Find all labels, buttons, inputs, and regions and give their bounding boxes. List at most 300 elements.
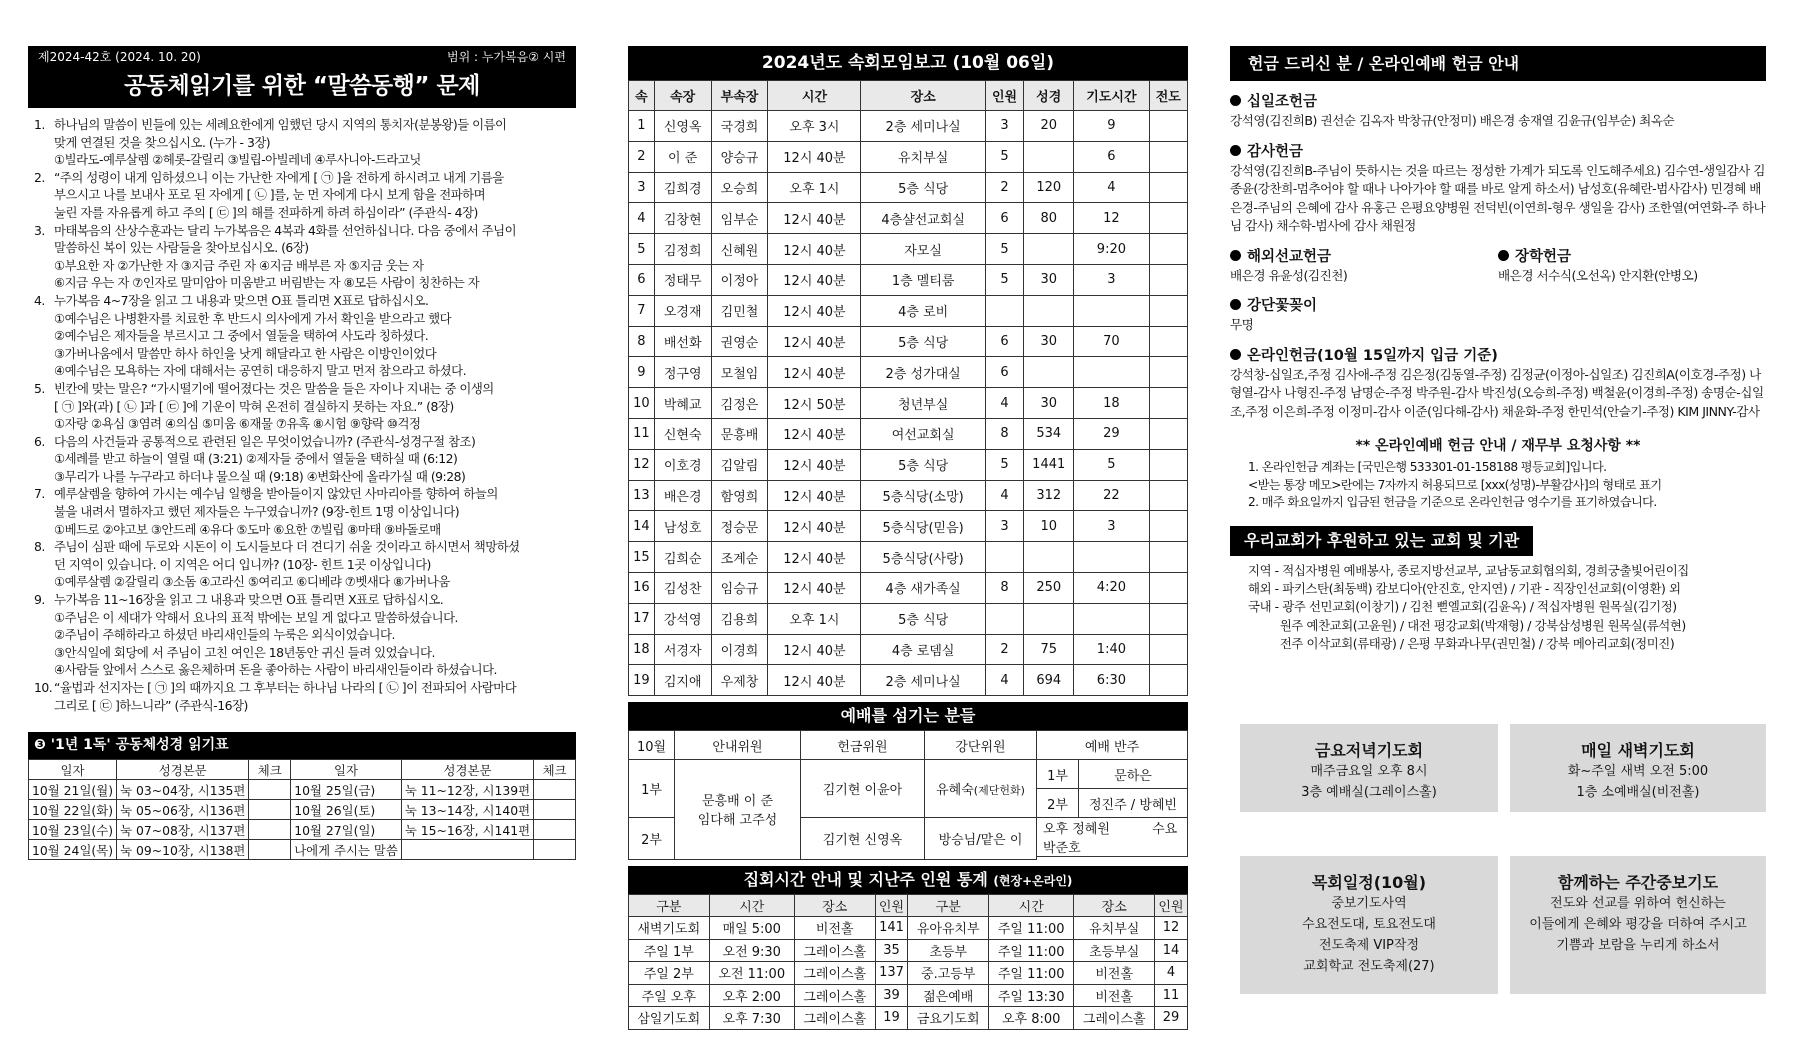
report-cell: 5 [985, 141, 1023, 172]
report-cell [1149, 572, 1187, 603]
report-cell: 3 [985, 111, 1023, 142]
report-cell: 8 [629, 326, 655, 357]
question-line: ④사람들 앞에서 스스로 옳은체하며 돈을 좋아하는 사람이 바리새인들이라 하셨습니다. [54, 662, 497, 678]
report-cell: 3 [1074, 511, 1149, 542]
question-line: ⑥지금 우는 자 ⑦인자로 말미암아 미움받고 버림받는 자 ⑧모든 사람이 칭찬하는 자 [54, 275, 480, 291]
stats-cell: 비전홀 [1074, 962, 1155, 985]
info-box-line: 수요전도대, 토요전도대 [1302, 917, 1436, 932]
question-number: 3. [34, 222, 45, 238]
schedule-header: 체크 [249, 760, 291, 780]
question-body [54, 538, 576, 591]
stats-cell: 137 [875, 962, 908, 985]
schedule-cell: 10월 27일(일) [291, 820, 402, 840]
report-cell: 3 [985, 511, 1023, 542]
stats-cell: 주일 11:00 [988, 917, 1073, 940]
report-cell [1074, 357, 1149, 388]
question-body [54, 679, 576, 714]
table-row [629, 449, 1188, 480]
report-cell: 자모실 [861, 234, 985, 265]
question-body [54, 380, 576, 433]
offering-thanks [1230, 140, 1766, 236]
stats-cell: 35 [875, 939, 908, 962]
report-cell: 6 [985, 357, 1023, 388]
info-box-line: 이들에게 은혜와 평강을 더하여 주시고 [1529, 917, 1747, 932]
stats-cell: 그레이스홀 [794, 962, 875, 985]
table-row [29, 820, 576, 840]
scholar-title: 장학헌금 [1515, 248, 1572, 265]
report-cell: 4층 로뎀실 [861, 634, 985, 665]
table-row [629, 203, 1188, 234]
report-cell: 함영희 [711, 480, 768, 511]
schedule-cell: 눅 07~08장, 시137편 [117, 820, 249, 840]
report-header: 부속장 [711, 81, 768, 111]
info-box-line: 중보기도사역 [1331, 896, 1407, 911]
report-cell: 문흥배 [711, 418, 768, 449]
report-header: 인원 [985, 81, 1023, 111]
reading-schedule-title: ❸ '1년 1독' 공동체성경 읽기표 [28, 732, 576, 759]
organ-3 [1037, 818, 1188, 857]
report-cell [1074, 542, 1149, 573]
stats-cell: 주일 1부 [629, 939, 710, 962]
report-cell [1074, 603, 1149, 634]
report-cell [1149, 665, 1187, 696]
schedule-cell [534, 800, 576, 820]
report-cell [1024, 295, 1074, 326]
info-box-line: 매주금요일 오후 8시 [1310, 764, 1428, 779]
schedule-cell: 눅 09~10장, 시138편 [117, 840, 249, 860]
report-cell: 10 [629, 388, 655, 419]
usher-altar-2: 방승님/맡은 이 [925, 818, 1037, 860]
usher-guide-2: 임다해 고주성 [697, 813, 778, 829]
question-body [54, 222, 576, 292]
report-cell: 5층 식당 [861, 603, 985, 634]
usher-offering-2: 김기현 신영옥 [801, 818, 925, 860]
report-cell: 12시 40분 [768, 357, 861, 388]
report-cell: 12시 40분 [768, 665, 861, 696]
offering-column [1230, 46, 1766, 654]
ushers-title: 예배를 섬기는 분들 [628, 702, 1188, 730]
question-line: ①예루살렘 ②갈릴리 ③소돔 ④고라신 ⑤여리고 ⑥디베랴 ⑦벳새다 ⑧가버나움 [54, 574, 450, 590]
report-header: 속 [629, 81, 655, 111]
table-row [629, 962, 1188, 985]
usher-month: 10월 [629, 731, 675, 760]
report-cell: 4층샬선교회실 [861, 203, 985, 234]
report-cell: 120 [1024, 172, 1074, 203]
question-number: 1. [34, 117, 45, 132]
bullet-icon [1230, 299, 1241, 310]
report-cell: 2 [985, 634, 1023, 665]
report-cell: 12시 40분 [768, 480, 861, 511]
question-line: 말씀하신 복이 있는 사람들을 찾아보십시오. (6장) [54, 240, 309, 256]
question-item [34, 591, 576, 679]
report-cell: 5층식당(소망) [861, 480, 985, 511]
report-cell [985, 542, 1023, 573]
report-cell: 12 [629, 449, 655, 480]
report-cell [985, 603, 1023, 634]
report-cell [1149, 326, 1187, 357]
info-box-line: 기쁨과 보람을 누리게 하소서 [1556, 938, 1720, 953]
table-row [29, 780, 576, 800]
offering-bar-title: 헌금 드리신 분 / 온라인예배 헌금 안내 [1230, 46, 1766, 81]
usher-offering-1: 김기현 이윤아 [801, 760, 925, 818]
mission-names: 배은경 유윤성(김진천) [1230, 267, 1348, 283]
report-cell: 4 [985, 665, 1023, 696]
notice-line: 1. 온라인헌금 계좌는 [국민은행 533301-01-158188 평등교회]입니다. [1248, 460, 1607, 474]
stats-cell: 매일 5:00 [709, 917, 794, 940]
report-cell: 16 [629, 572, 655, 603]
report-cell: 남성호 [654, 511, 711, 542]
stats-header: 장소 [794, 894, 875, 917]
report-cell: 임부순 [711, 203, 768, 234]
report-cell: 5 [985, 449, 1023, 480]
question-line: 다음의 사건들과 공통적으로 관련된 일은 무엇이었습니까? (주관식-성경구절 참조) [54, 433, 476, 449]
report-cell: 정승문 [711, 511, 768, 542]
report-header: 성경 [1024, 81, 1074, 111]
issue-number: 제2024-42호 (2024. 10. 20) [38, 50, 201, 64]
report-cell: 김창현 [654, 203, 711, 234]
report-cell: 534 [1024, 418, 1074, 449]
question-line: ①주님은 이 세대가 악해서 요나의 표적 밖에는 보일 게 없다고 말씀하셨습니다. [54, 609, 458, 625]
report-cell: 우제창 [711, 665, 768, 696]
report-cell: 조계순 [711, 542, 768, 573]
stats-cell: 오후 2:00 [709, 984, 794, 1007]
report-cell: 18 [1074, 388, 1149, 419]
usher-h-offering: 헌금위원 [801, 731, 925, 760]
report-cell: 이정아 [711, 264, 768, 295]
report-cell: 2 [629, 141, 655, 172]
question-line: 부으시고 나를 보내사 포로 된 자에게 [ ㉡ ]를, 눈 먼 자에게 다시 보게 함을 전파하며 [54, 187, 486, 203]
stats-header: 인원 [875, 894, 908, 917]
support-line: 지역 - 적십자병원 예배봉사, 종로지방선교부, 교남동교회협의회, 경희궁출빛어린이집 [1248, 562, 1689, 578]
question-line: ①세례를 받고 하늘이 열릴 때 (3:21) ②제자들 중에서 열둘을 택하실 때 (6:12) [54, 451, 458, 467]
table-row [629, 572, 1188, 603]
report-cell [1149, 511, 1187, 542]
question-body [54, 433, 576, 486]
table-row [629, 480, 1188, 511]
stats-cell: 삼일기도회 [629, 1007, 710, 1030]
report-cell: 오승희 [711, 172, 768, 203]
report-cell: 8 [985, 418, 1023, 449]
report-cell [1149, 388, 1187, 419]
stats-cell: 젊은예배 [908, 984, 989, 1007]
report-cell: 이호경 [654, 449, 711, 480]
support-line: 국내 - 광주 선민교회(이창기) / 김천 뻗엘교회(김윤옥) / 적십자병원 원목실(김기정) [1248, 599, 1677, 615]
quiz-header [28, 46, 576, 108]
question-body [54, 292, 576, 380]
report-cell: 신혜원 [711, 234, 768, 265]
table-row [629, 634, 1188, 665]
report-cell: 4 [985, 388, 1023, 419]
question-body [54, 591, 576, 679]
report-cell: 70 [1074, 326, 1149, 357]
report-cell: 1 [629, 111, 655, 142]
report-cell: 12시 40분 [768, 542, 861, 573]
report-cell: 9 [629, 357, 655, 388]
info-box-line: 1층 소예배실(비전홀) [1576, 785, 1700, 800]
report-cell: 신현숙 [654, 418, 711, 449]
report-cell: 5 [985, 234, 1023, 265]
stats-header: 시간 [709, 894, 794, 917]
question-item [34, 169, 576, 222]
offering-scholarship [1498, 236, 1766, 286]
report-cell: 22 [1074, 480, 1149, 511]
stats-cell: 새벽기도회 [629, 917, 710, 940]
report-cell: 12시 40분 [768, 511, 861, 542]
report-cell [1149, 480, 1187, 511]
stats-title-text: 집회시간 안내 및 지난주 인원 통계 [743, 869, 988, 889]
stats-cell: 비전홀 [1074, 984, 1155, 1007]
tithe-title: 십일조헌금 [1247, 94, 1318, 110]
report-cell: 오후 1시 [768, 603, 861, 634]
report-cell [1149, 141, 1187, 172]
question-line: ①부요한 자 ②가난한 자 ③지금 주린 자 ④지금 배부른 자 ⑤지금 웃는 자 [54, 257, 424, 273]
report-cell: 김알림 [711, 449, 768, 480]
report-cell: 15 [629, 542, 655, 573]
report-cell: 정구영 [654, 357, 711, 388]
report-header: 속장 [654, 81, 711, 111]
stats-title-note: (현장+온라인) [993, 873, 1073, 888]
question-line: 누가복음 4~7장을 읽고 그 내용과 맞으면 O표 틀리면 X표로 답하십시오. [54, 292, 429, 308]
question-list [34, 116, 576, 714]
table-row [629, 141, 1188, 172]
report-header: 기도시간 [1074, 81, 1149, 111]
stats-cell: 4 [1154, 962, 1187, 985]
question-item [34, 538, 576, 591]
report-cell: 2층 성가대실 [861, 357, 985, 388]
usher-guides [675, 760, 801, 860]
schedule-header: 일자 [291, 760, 402, 780]
offering-mission [1230, 236, 1498, 286]
question-line: ①예수님은 나병환자를 치료한 후 반드시 의사에게 가서 확인을 받으라고 했다 [54, 310, 452, 326]
report-cell: 9 [1074, 111, 1149, 142]
question-item [34, 222, 576, 292]
stats-cell: 중.고등부 [908, 962, 989, 985]
report-cell: 김정은 [711, 388, 768, 419]
schedule-header: 일자 [29, 760, 117, 780]
usher-altar-1 [925, 760, 1037, 818]
report-cell: 694 [1024, 665, 1074, 696]
report-cell [1149, 542, 1187, 573]
stats-cell: 그레이스홀 [794, 984, 875, 1007]
stats-cell: 29 [1154, 1007, 1187, 1030]
table-row [629, 418, 1188, 449]
report-cell: 30 [1024, 264, 1074, 295]
report-cell: 3 [1074, 264, 1149, 295]
stats-cell: 주일 11:00 [988, 962, 1073, 985]
report-cell: 11 [629, 418, 655, 449]
schedule-cell [534, 780, 576, 800]
stats-cell: 11 [1154, 984, 1187, 1007]
report-cell: 김정희 [654, 234, 711, 265]
question-line: ③가버나움에서 말씀만 하사 하인을 낫게 해달라고 한 사람은 이방인이었다 [54, 345, 437, 361]
stats-cell: 39 [875, 984, 908, 1007]
question-line: ③안식일에 회당에 서 주님이 고친 여인은 18년동안 귀신 들려 있었습니다. [54, 644, 435, 660]
report-cell: 12시 40분 [768, 295, 861, 326]
report-cell [1024, 141, 1074, 172]
thanks-title: 감사헌금 [1247, 143, 1304, 160]
online-names: 강석창-십일조,주정 김사애-주정 김은정(김동열-주정) 김정균(이정아-십일조) 김진희A(이호경-주정) 나형열-감사 나형진-주정 남명순-주정 박주원-감사 박진성(오승희-주정) 백철윤(이경희-주정) 송명순-십일조,주정 이은희-주정 이정미-감사 이준(임다해-감사) 채윤화-주정 한민석(안슬기-주정) KIM JINNY-감사 [1230, 366, 1764, 419]
table-row [629, 511, 1188, 542]
question-line: ②주님이 주해하라고 하셨던 바리새인들의 누룩은 외식이었습니다. [54, 627, 395, 643]
report-cell: 5 [1074, 449, 1149, 480]
schedule-cell: 눅 15~16장, 시141편 [401, 820, 533, 840]
report-cell [1024, 357, 1074, 388]
report-cell: 12시 40분 [768, 634, 861, 665]
info-box-line: 3층 예배실(그레이스홀) [1301, 785, 1437, 800]
scholar-names: 배은경 서수식(오선옥) 안지환(안병오) [1498, 267, 1698, 283]
info-box [1510, 724, 1766, 812]
report-cell: 29 [1074, 418, 1149, 449]
report-cell: 배은경 [654, 480, 711, 511]
offering-flowers [1230, 294, 1766, 335]
report-cell: 6 [629, 264, 655, 295]
online-notice-list [1248, 459, 1766, 512]
question-line: 주님이 심판 때에 두로와 시돈이 이 도시들보다 더 견디기 쉬울 것이라고 하시면서 책망하셨 [54, 539, 520, 555]
report-cell: 4:20 [1074, 572, 1149, 603]
support-line: 전주 이삭교회(류태광) / 은평 무화과나무(권민철) / 강북 메아리교회(정미진) [1248, 636, 1675, 652]
usher-h-guide: 안내위원 [675, 731, 801, 760]
schedule-cell: 나에게 주시는 말씀 [291, 840, 402, 860]
report-cell: 여선교회실 [861, 418, 985, 449]
organ-3-a: 오후 정혜원 [1043, 822, 1110, 838]
report-cell: 30 [1024, 326, 1074, 357]
ushers-table [628, 730, 1188, 860]
question-line: 마태복음의 산상수훈과는 달리 누가복음은 4복과 4화를 선언하십니다. 다음 중에서 주님이 [54, 222, 517, 238]
support-title: 우리교회가 후원하고 있는 교회 및 기관 [1230, 526, 1533, 556]
usher-h-altar: 강단위원 [925, 731, 1037, 760]
schedule-cell [534, 820, 576, 840]
report-cell: 국경희 [711, 111, 768, 142]
report-cell [1074, 295, 1149, 326]
table-row [629, 603, 1188, 634]
question-item [34, 116, 576, 169]
report-cell: 청년부실 [861, 388, 985, 419]
stats-cell: 19 [875, 1007, 908, 1030]
report-cell: 6 [1074, 141, 1149, 172]
report-cell [1149, 357, 1187, 388]
table-row [629, 357, 1188, 388]
bullet-icon [1230, 95, 1241, 106]
question-line: “율법과 선지자는 [ ㉠ ]의 때까지요 그 후부터는 하나님 나라의 [ ㉡ ]이 전파되어 사람마다 [54, 680, 517, 695]
report-cell [1149, 603, 1187, 634]
report-header: 시간 [768, 81, 861, 111]
report-cell: 10 [1024, 511, 1074, 542]
report-cell [1149, 418, 1187, 449]
report-cell: 12시 40분 [768, 449, 861, 480]
stats-cell: 141 [875, 917, 908, 940]
report-cell [985, 295, 1023, 326]
report-cell: 3 [629, 172, 655, 203]
schedule-cell: 10월 21일(월) [29, 780, 117, 800]
schedule-cell [249, 780, 291, 800]
report-cell: 6 [985, 326, 1023, 357]
question-line: 빈칸에 맞는 말은? “가시떨기에 떨어졌다는 것은 말씀을 들은 자이나 지내는 중 이생의 [54, 380, 494, 396]
flower-names: 무명 [1230, 317, 1254, 332]
report-cell [1149, 264, 1187, 295]
organ-p1: 1부 [1037, 760, 1079, 789]
question-line: 예루살렘을 향하여 가시는 예수님 일행을 받아들이지 않았던 사마리아를 향하여 하늘의 [54, 486, 498, 502]
table-row [29, 800, 576, 820]
stats-header: 장소 [1074, 894, 1155, 917]
question-line: ①자랑 ②욕심 ③염려 ④의심 ⑤미움 ⑥재물 ⑦유혹 ⑧시험 ⑨향락 ⑩걱정 [54, 416, 421, 432]
schedule-cell: 눅 05~06장, 시136편 [117, 800, 249, 820]
schedule-cell [401, 840, 533, 860]
question-line: ④예수님은 모욕하는 자에 대해서는 공연히 대응하지 말고 먼저 참으라고 하셨다. [54, 363, 467, 379]
schedule-cell: 10월 25일(금) [291, 780, 402, 800]
report-cell [1024, 542, 1074, 573]
report-cell: 6 [985, 203, 1023, 234]
info-box-title: 목회일정(10월) [1311, 873, 1427, 892]
schedule-cell [534, 840, 576, 860]
question-line: 눌린 자를 자유롭게 하고 주의 [ ㉢ ]의 해를 전파하게 하려 하심이라” (주관식- 4장) [54, 204, 478, 220]
question-line: 불을 내려서 멸하자고 했던 제자들은 누구였습니까? (9장-힌트 1명 이상입니다) [54, 504, 460, 520]
info-box-line: 교회학교 전도축제(27) [1303, 959, 1435, 974]
report-cell: 5층 식당 [861, 449, 985, 480]
report-cell: 오경재 [654, 295, 711, 326]
info-box-title: 매일 새벽기도회 [1581, 741, 1695, 760]
question-line: 던 지역이 있습니다. 이 지역은 어디 입니까? (10장- 힌트 1곳 이상입니다) [54, 556, 431, 572]
report-cell: 이경희 [711, 634, 768, 665]
question-line: ①빌라도-예루살렘 ②헤롯-갈릴리 ③빌립-아빌레네 ④루사니아-드라고닛 [54, 152, 421, 168]
report-cell: 18 [629, 634, 655, 665]
info-box-title: 금요저녁기도회 [1314, 741, 1424, 760]
stats-header: 시간 [988, 894, 1073, 917]
usher-part2: 2부 [629, 818, 675, 860]
cell-report-table [628, 80, 1188, 696]
question-body [54, 116, 576, 169]
info-box [1510, 856, 1766, 994]
report-cell: 19 [629, 665, 655, 696]
question-number: 4. [34, 292, 45, 308]
report-cell: 1:40 [1074, 634, 1149, 665]
report-cell [1149, 111, 1187, 142]
organ-2: 정진주 / 방혜빈 [1079, 789, 1188, 818]
report-cell: 서경자 [654, 634, 711, 665]
report-cell: 1층 멜티룸 [861, 264, 985, 295]
report-cell [1149, 203, 1187, 234]
schedule-header: 성경본문 [117, 760, 249, 780]
report-cell [1149, 172, 1187, 203]
support-line: 해외 - 파키스탄(최동백) 캄보디아(안진호, 안지연) / 기관 - 직장인선교회(이영환) 외 [1248, 580, 1681, 596]
report-cell: 9:20 [1074, 234, 1149, 265]
info-box [1240, 856, 1498, 994]
notice-line: <받는 통장 메모>란에는 7자까지 허용되므로 [xxx(성명)-부활감사]의 형태로 표기 [1248, 477, 1662, 492]
report-cell: 5층 식당 [861, 326, 985, 357]
report-cell: 75 [1024, 634, 1074, 665]
support-list [1248, 562, 1766, 654]
reading-schedule-table [28, 759, 576, 860]
question-item [34, 433, 576, 486]
table-row [629, 984, 1188, 1007]
bullet-icon [1230, 250, 1241, 261]
report-cell: 12 [1074, 203, 1149, 234]
stats-cell: 오후 7:30 [709, 1007, 794, 1030]
question-line: “주의 성령이 내게 임하셨으니 이는 가난한 자에게 [ ㉠ ]을 전하게 하시려고 내게 기름을 [54, 169, 504, 185]
schedule-cell: 10월 22일(화) [29, 800, 117, 820]
bible-quiz-column [28, 46, 576, 860]
schedule-cell [249, 840, 291, 860]
report-column [628, 46, 1188, 1030]
tithe-names: 강석영(김진희B) 권선순 김옥자 박창규(안정미) 배은경 송재열 김윤규(임부순) 최옥순 [1230, 113, 1675, 128]
question-line: ③무리가 나를 누구라고 하더냐 물으실 때 (9:18) ④변화산에 올라가실 때 (9:28) [54, 468, 466, 484]
table-row [629, 917, 1188, 940]
table-row [629, 542, 1188, 573]
report-cell: 김민철 [711, 295, 768, 326]
organ-p2: 2부 [1037, 789, 1079, 818]
question-line: [ ㉠ ]와(과) [ ㉡ ]과 [ ㉢ ]에 기운이 막혀 온전히 결실하지 못하는 자요.” (8장) [54, 398, 454, 414]
usher-altar-1-note: (제단헌화) [973, 784, 1025, 798]
report-cell: 4 [985, 480, 1023, 511]
